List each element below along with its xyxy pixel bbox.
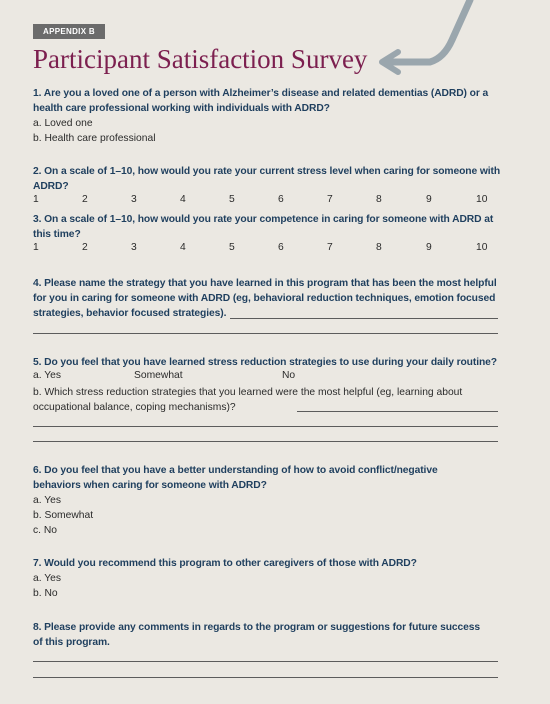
q5-answer-line[interactable] [33, 441, 498, 442]
q2-scale [33, 194, 503, 209]
q5-answer-line[interactable] [33, 426, 498, 427]
q4-answer-line[interactable] [33, 333, 498, 334]
q6-option-somewhat[interactable]: b. Somewhat [33, 510, 94, 521]
q2-scale-option[interactable]: 2 [82, 194, 88, 205]
q2-scale-option[interactable]: 1 [33, 194, 39, 205]
q8-answer-line[interactable] [33, 661, 498, 662]
q3-scale-option[interactable]: 8 [376, 242, 382, 253]
q2-scale-option[interactable]: 3 [131, 194, 137, 205]
q5-option-somewhat[interactable]: Somewhat [134, 370, 183, 381]
q2-scale-option[interactable]: 7 [327, 194, 333, 205]
q2-scale-option[interactable]: 9 [426, 194, 432, 205]
question-7-text: 7. Would you recommend this program to other caregivers of those with ADRD? [33, 558, 417, 569]
q5-subquestion: b. Which stress reduction strategies that you learned were the most helpful (eg, learning about occupational balance, coping mechanisms)? [33, 387, 463, 413]
q3-scale-option[interactable]: 6 [278, 242, 284, 253]
q2-scale-option[interactable]: 4 [180, 194, 186, 205]
question-2-text: 2. On a scale of 1–10, how would you rate your current stress level when caring for someone with ADRD? [33, 166, 501, 192]
q3-scale-option[interactable]: 3 [131, 242, 137, 253]
q3-scale-option[interactable]: 5 [229, 242, 235, 253]
q5-options [33, 370, 503, 385]
question-5 [33, 355, 503, 415]
q3-scale-option[interactable]: 9 [426, 242, 432, 253]
question-3-text: 3. On a scale of 1–10, how would you rate your competence in caring for someone with ADRD at this time? [33, 214, 494, 240]
q1-option-loved-one[interactable]: a. Loved one [33, 118, 93, 129]
question-2 [33, 164, 503, 209]
q6-option-yes[interactable]: a. Yes [33, 495, 62, 506]
question-1 [33, 86, 503, 146]
q2-scale-option[interactable]: 5 [229, 194, 235, 205]
question-3 [33, 212, 503, 257]
q1-option-professional[interactable]: b. Health care professional [33, 133, 156, 144]
q8-answer-line[interactable] [33, 677, 498, 678]
q7-option-yes[interactable]: a. Yes [33, 573, 62, 584]
appendix-label: APPENDIX B [33, 24, 105, 39]
q3-scale-option[interactable]: 4 [180, 242, 186, 253]
question-8 [33, 620, 503, 650]
question-8-text: 8. Please provide any comments in regards to the program or suggestions for future success of this program. [33, 622, 481, 648]
q2-scale-option[interactable]: 10 [476, 194, 488, 205]
q3-scale [33, 242, 503, 257]
question-1-text: 1. Are you a loved one of a person with Alzheimer’s disease and related dementias (ADRD) or a health care professional working with individuals with ADRD? [33, 88, 489, 114]
q2-scale-option[interactable]: 8 [376, 194, 382, 205]
q6-option-no[interactable]: c. No [33, 525, 58, 536]
question-4-text: 4. Please name the strategy that you have learned in this program that has been the most helpful for you in caring for someone with ADRD (eg, behavioral reduction techniques, emotion focused strategies, behavior focused strategies). [33, 278, 497, 319]
q4-answer-line[interactable] [230, 318, 498, 319]
q5-option-yes[interactable]: a. Yes [33, 370, 62, 381]
q3-scale-option[interactable]: 1 [33, 242, 39, 253]
q3-scale-option[interactable]: 10 [476, 242, 488, 253]
q7-option-no[interactable]: b. No [33, 588, 58, 599]
q2-scale-option[interactable]: 6 [278, 194, 284, 205]
q5-option-no[interactable]: No [282, 370, 296, 381]
question-7 [33, 556, 503, 601]
question-5-text: 5. Do you feel that you have learned stress reduction strategies to use during your daily routine? [33, 357, 497, 368]
question-6 [33, 463, 503, 538]
q3-scale-option[interactable]: 2 [82, 242, 88, 253]
question-6-text: 6. Do you feel that you have a better understanding of how to avoid conflict/negative behaviors when caring for someone with ADRD? [33, 465, 438, 491]
page-title: Participant Satisfaction Survey [33, 44, 368, 74]
q5-answer-line[interactable] [297, 411, 498, 412]
q3-scale-option[interactable]: 7 [327, 242, 333, 253]
question-4 [33, 276, 503, 321]
